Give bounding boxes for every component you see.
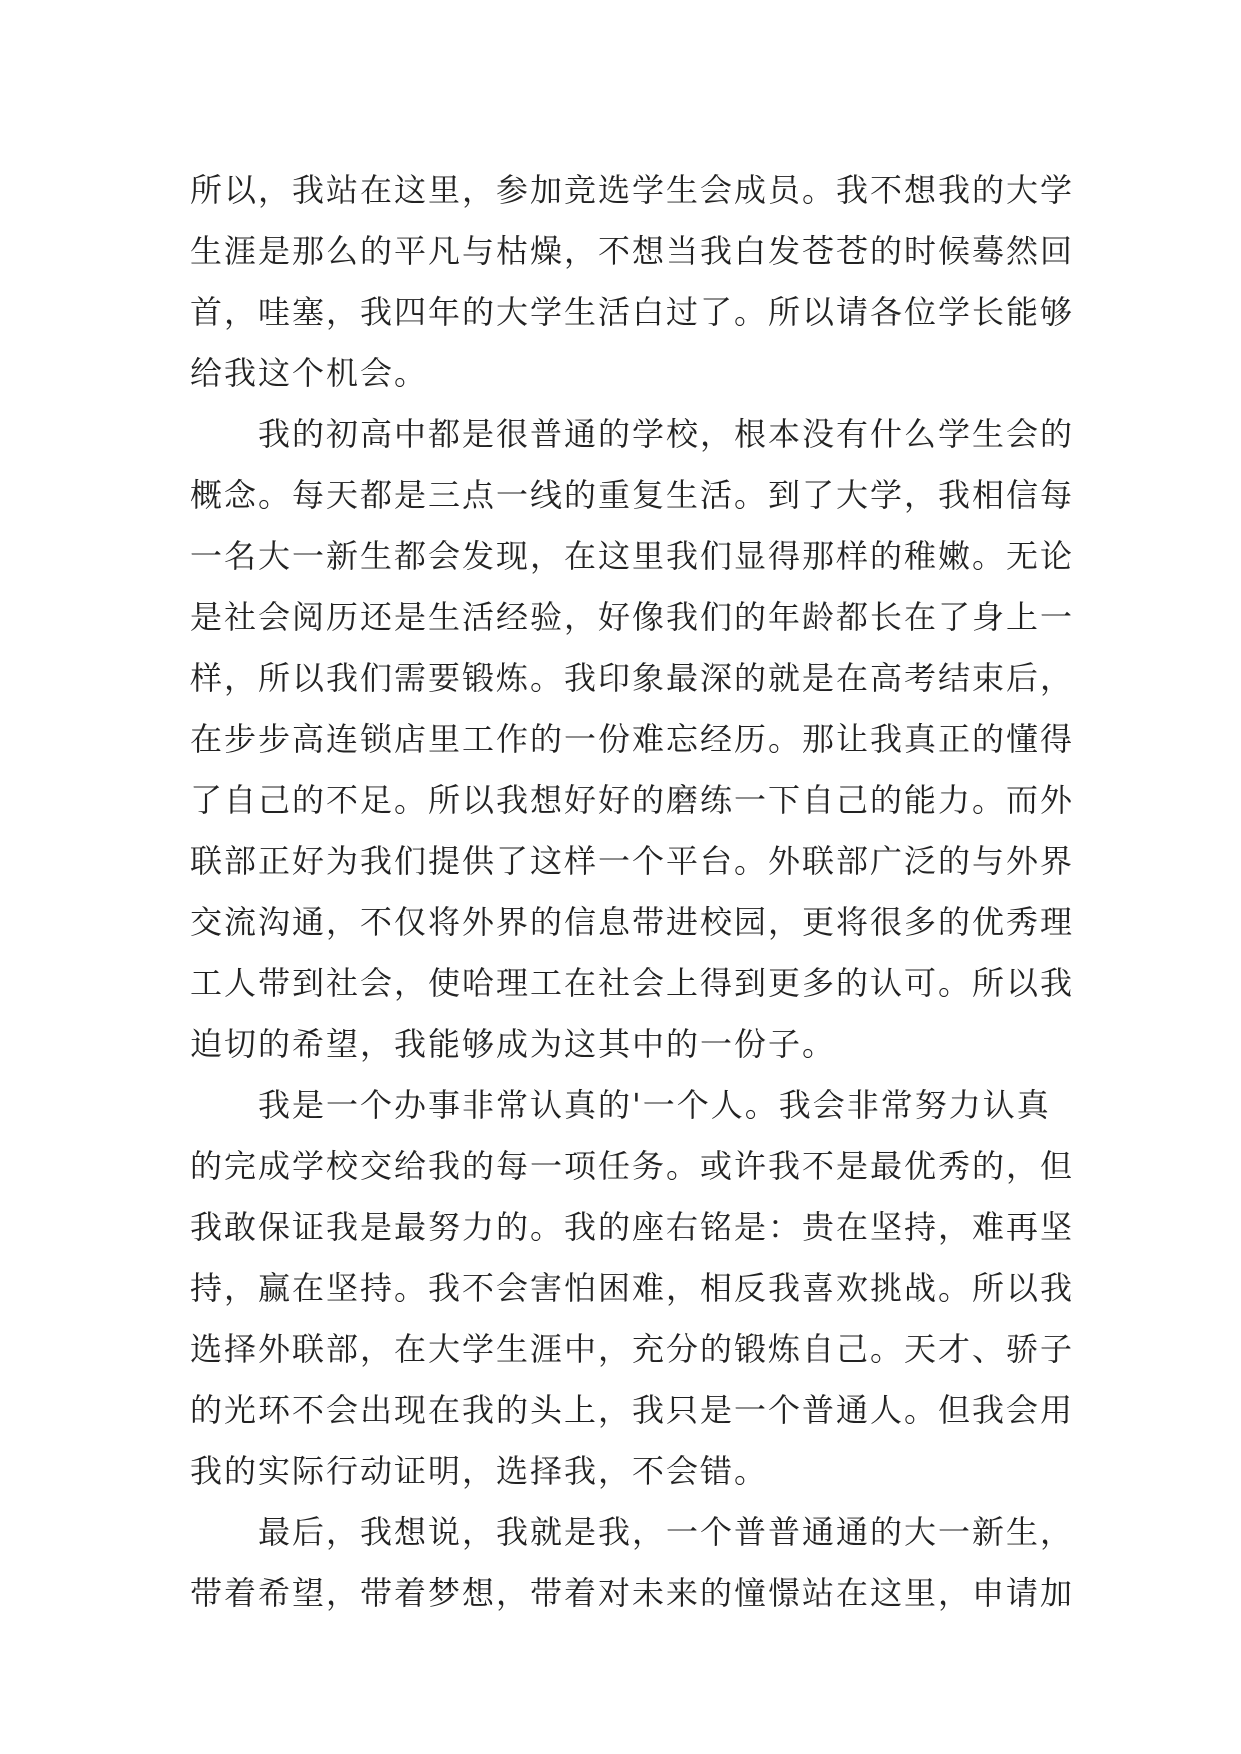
text-line: 的完成学校交给我的每一项任务。或许我不是最优秀的，但 [190, 1147, 1075, 1185]
text-line: 的光环不会出现在我的头上，我只是一个普通人。但我会用 [190, 1391, 1075, 1429]
text-line: 联部正好为我们提供了这样一个平台。外联部广泛的与外界 [190, 842, 1075, 880]
paragraph-first-line: 我是一个办事非常认真的'一个人。我会非常努力认真 [258, 1086, 1051, 1124]
text-line: 我的实际行动证明，选择我，不会错。 [190, 1452, 769, 1490]
text-line: 工人带到社会，使哈理工在社会上得到更多的认可。所以我 [190, 964, 1075, 1002]
text-line: 概念。每天都是三点一线的重复生活。到了大学，我相信每 [190, 476, 1075, 514]
text-line: 在步步高连锁店里工作的一份难忘经历。那让我真正的懂得 [190, 720, 1075, 758]
text-line: 迫切的希望，我能够成为这其中的一份子。 [190, 1025, 837, 1063]
text-line: 所以，我站在这里，参加竞选学生会成员。我不想我的大学 [190, 171, 1075, 209]
text-line: 样，所以我们需要锻炼。我印象最深的就是在高考结束后， [190, 659, 1075, 697]
text-line: 首，哇塞，我四年的大学生活白过了。所以请各位学长能够 [190, 293, 1075, 331]
document-body [190, 160, 1075, 1624]
paragraph-first-line: 我的初高中都是很普通的学校，根本没有什么学生会的 [258, 415, 1075, 453]
text-line: 选择外联部，在大学生涯中，充分的锻炼自己。天才、骄子 [190, 1330, 1075, 1368]
text-line: 带着希望，带着梦想，带着对未来的憧憬站在这里，申请加 [190, 1574, 1075, 1612]
text-line: 给我这个机会。 [190, 354, 429, 392]
text-line: 持，赢在坚持。我不会害怕困难，相反我喜欢挑战。所以我 [190, 1269, 1075, 1307]
text-line: 交流沟通，不仅将外界的信息带进校园，更将很多的优秀理 [190, 903, 1075, 941]
paragraph-first-line: 最后，我想说，我就是我，一个普普通通的大一新生， [258, 1513, 1075, 1551]
text-line: 了自己的不足。所以我想好好的磨练一下自己的能力。而外 [190, 781, 1075, 819]
text-line: 生涯是那么的平凡与枯燥，不想当我白发苍苍的时候蓦然回 [190, 232, 1075, 270]
text-line: 我敢保证我是最努力的。我的座右铭是：贵在坚持，难再坚 [190, 1208, 1075, 1246]
text-line: 一名大一新生都会发现，在这里我们显得那样的稚嫩。无论 [190, 537, 1075, 575]
text-line: 是社会阅历还是生活经验，好像我们的年龄都长在了身上一 [190, 598, 1075, 636]
